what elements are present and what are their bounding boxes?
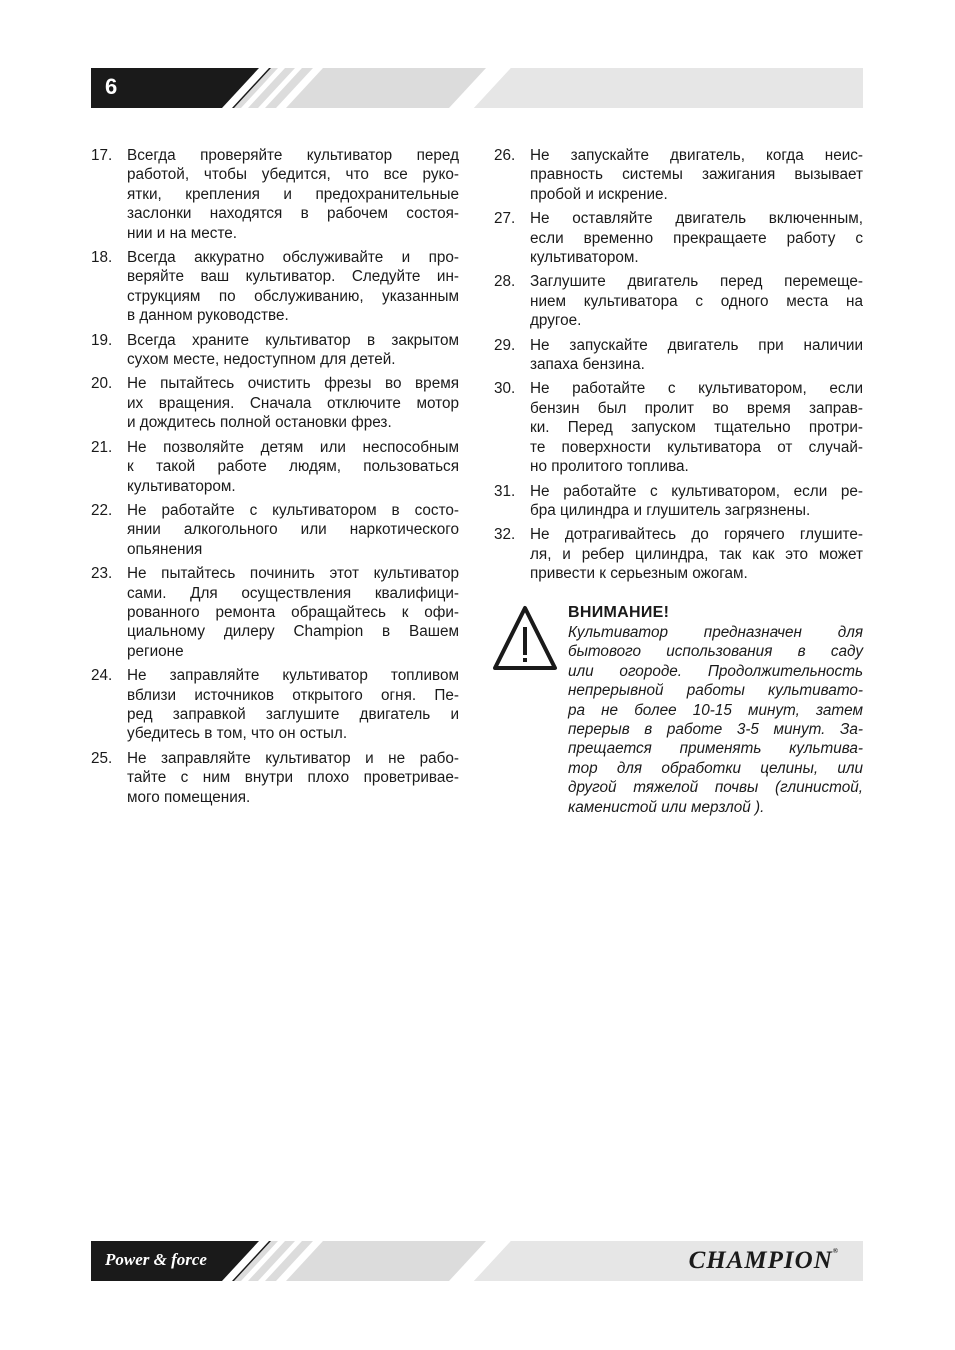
item-text bbox=[127, 331, 459, 370]
text-line: мого помещения. bbox=[127, 788, 251, 806]
item-number: 25. bbox=[91, 749, 113, 767]
text-line: Всегда проверяйте культиватор перед bbox=[127, 147, 459, 164]
footer-slogan: Power & force bbox=[105, 1250, 207, 1269]
item-text bbox=[530, 272, 863, 330]
text-line: циальному дилеру Champion в Вашем bbox=[127, 623, 459, 641]
item-text bbox=[127, 248, 459, 326]
text-line: Не пытайтесь починить этот культиватор bbox=[127, 565, 459, 583]
text-line: веряйте ваш культиватор. Следуйте ин- bbox=[127, 268, 459, 286]
text-line: другое. bbox=[530, 312, 582, 330]
list-item bbox=[91, 564, 459, 661]
item-text bbox=[530, 525, 863, 583]
text-line: рованного ремонта обращайтесь к офи- bbox=[127, 603, 459, 621]
text-line: Не работайте с культиватором, если bbox=[530, 380, 863, 398]
item-number: 19. bbox=[91, 331, 113, 349]
warning-title: ВНИМАНИЕ! bbox=[568, 604, 670, 621]
list-item bbox=[91, 146, 459, 243]
text-line: но пролитого топлива. bbox=[530, 458, 689, 476]
item-text bbox=[530, 146, 863, 204]
warning-triangle-icon bbox=[492, 605, 558, 671]
text-line: те поверхности культиватора от случай- bbox=[530, 438, 863, 456]
text-line: Всегда храните культиватор в закрытом bbox=[127, 331, 459, 349]
text-line: ки. Перед запуском тщательно протри- bbox=[530, 419, 863, 437]
text-line: работой, чтобы убедится, что все руко- bbox=[127, 166, 459, 184]
list-item bbox=[91, 248, 459, 326]
list-item bbox=[91, 374, 459, 432]
list-item bbox=[494, 482, 863, 521]
list-item bbox=[494, 146, 863, 204]
list-item bbox=[91, 749, 459, 807]
item-number: 20. bbox=[91, 375, 113, 393]
text-line: Не заправляйте культиватор и не рабо- bbox=[127, 749, 459, 767]
warning-line: прещается применять культива- bbox=[568, 740, 863, 758]
text-line: их вращения. Сначала отключите мотор bbox=[127, 394, 459, 412]
item-text bbox=[530, 336, 863, 375]
text-line: бра цилиндра и глушитель загрязнены. bbox=[530, 501, 811, 519]
text-line: если временно прекращаете работу с bbox=[530, 229, 863, 247]
item-number: 24. bbox=[91, 667, 113, 685]
footer-band bbox=[91, 1241, 863, 1281]
brand-name: CHAMPION bbox=[688, 1247, 833, 1274]
header-stripes bbox=[91, 68, 863, 108]
warning-line: другой тяжелой почвы (глинистой, bbox=[568, 779, 863, 797]
text-line: Не позволяйте детям или неспособным bbox=[127, 438, 459, 456]
warning-line: или огороде. Продолжительность bbox=[568, 662, 863, 680]
text-line: опьянения bbox=[127, 540, 203, 558]
text-line: Не пытайтесь очистить фрезы во время bbox=[127, 375, 459, 393]
item-number: 18. bbox=[91, 249, 113, 267]
text-line: в данном руководстве. bbox=[127, 307, 289, 325]
item-number: 30. bbox=[494, 380, 516, 398]
item-number: 29. bbox=[494, 336, 516, 354]
item-text bbox=[127, 374, 459, 432]
text-line: ля, и ребер цилиндра, так как это может bbox=[530, 545, 863, 563]
list-item bbox=[494, 272, 863, 330]
item-text bbox=[530, 482, 863, 521]
warning-line: ра не более 10-15 минут, затем bbox=[568, 701, 863, 719]
list-item bbox=[91, 501, 459, 559]
text-line: пробой и искрение. bbox=[530, 185, 668, 203]
text-line: нием культиватора с одного места на bbox=[530, 292, 863, 310]
warning-line: перерыв в работе 3-5 минут. За- bbox=[568, 721, 863, 739]
left-column bbox=[91, 146, 459, 812]
warning-line: каменистой или мерзлой ). bbox=[568, 798, 765, 816]
item-text bbox=[127, 564, 459, 661]
text-line: Не запускайте двигатель при наличии bbox=[530, 336, 863, 354]
item-number: 27. bbox=[494, 210, 516, 228]
list-item bbox=[494, 336, 863, 375]
item-number: 26. bbox=[494, 147, 516, 164]
text-line: вблизи источников открытого огня. Пе- bbox=[127, 686, 459, 704]
text-line: бензин был пролит во время заправ- bbox=[530, 399, 863, 417]
list-item bbox=[494, 209, 863, 267]
text-line: Не заправляйте культиватор топливом bbox=[127, 667, 459, 685]
item-number: 32. bbox=[494, 526, 516, 544]
text-line: убедитесь в том, что он остыл. bbox=[127, 725, 348, 743]
item-text bbox=[127, 438, 459, 496]
item-number: 23. bbox=[91, 565, 113, 583]
text-line: к такой работе людям, пользоваться bbox=[127, 458, 459, 476]
right-column bbox=[494, 146, 863, 589]
text-line: и дождитесь полной остановки фрез. bbox=[127, 414, 392, 432]
page-number: 6 bbox=[105, 74, 118, 99]
item-text bbox=[127, 749, 459, 807]
item-text bbox=[127, 501, 459, 559]
text-line: тайте с ним внутри плохо проветривае- bbox=[127, 769, 459, 787]
text-line: янии алкогольного или наркотического bbox=[127, 521, 459, 539]
warning-line: непрерывной работы культивато- bbox=[568, 682, 863, 700]
list-item bbox=[91, 331, 459, 370]
list-item bbox=[91, 666, 459, 744]
text-line: Заглушите двигатель перед перемеще- bbox=[530, 273, 863, 291]
text-line: культиватором. bbox=[127, 477, 236, 495]
text-line: струкциям по обслуживанию, указанным bbox=[127, 287, 459, 305]
text-line: привести к серьезным ожогам. bbox=[530, 565, 748, 583]
text-line: Не работайте с культиватором в состо- bbox=[127, 501, 459, 519]
list-item bbox=[494, 379, 863, 476]
warning-line: тор для обработки целины, или bbox=[568, 759, 863, 777]
text-line: сухом месте, недоступном для детей. bbox=[127, 351, 396, 369]
text-line: ред заправкой заглушите двигатель и bbox=[127, 705, 459, 723]
warning-text bbox=[568, 623, 863, 817]
brand-logo bbox=[689, 1247, 839, 1275]
item-text bbox=[127, 146, 459, 243]
text-line: культиватором. bbox=[530, 249, 639, 267]
text-line: регионе bbox=[127, 642, 184, 660]
text-line: запаха бензина. bbox=[530, 356, 645, 374]
text-line: заслонки находятся в рабочем состоя- bbox=[127, 205, 459, 223]
text-line: Не дотрагивайтесь до горячего глушите- bbox=[530, 526, 863, 544]
warning-line: Культиватор предназначен для bbox=[568, 624, 863, 641]
item-number: 21. bbox=[91, 438, 113, 456]
item-number: 31. bbox=[494, 482, 516, 500]
list-item bbox=[494, 525, 863, 583]
text-line: Не запускайте двигатель, когда неис- bbox=[530, 147, 863, 164]
brand-mark: ® bbox=[832, 1247, 839, 1255]
text-line: нии и на месте. bbox=[127, 224, 238, 242]
text-line: Не оставляйте двигатель включенным, bbox=[530, 210, 863, 228]
warning-line: бытового использования в саду bbox=[568, 643, 863, 661]
header-band bbox=[91, 68, 863, 108]
text-line: Не работайте с культиватором, если ре- bbox=[530, 482, 863, 500]
warning-body bbox=[568, 603, 863, 817]
item-number: 28. bbox=[494, 273, 516, 291]
item-text bbox=[530, 379, 863, 476]
text-line: сами. Для осуществления квалифици- bbox=[127, 584, 459, 602]
text-line: правность системы зажигания вызывает bbox=[530, 166, 863, 184]
item-number: 22. bbox=[91, 501, 113, 519]
item-number: 17. bbox=[91, 147, 113, 164]
item-text bbox=[530, 209, 863, 267]
item-text bbox=[127, 666, 459, 744]
list-item bbox=[91, 438, 459, 496]
text-line: Всегда аккуратно обслуживайте и про- bbox=[127, 249, 459, 267]
text-line: ятки, крепления и предохранительные bbox=[127, 185, 459, 203]
